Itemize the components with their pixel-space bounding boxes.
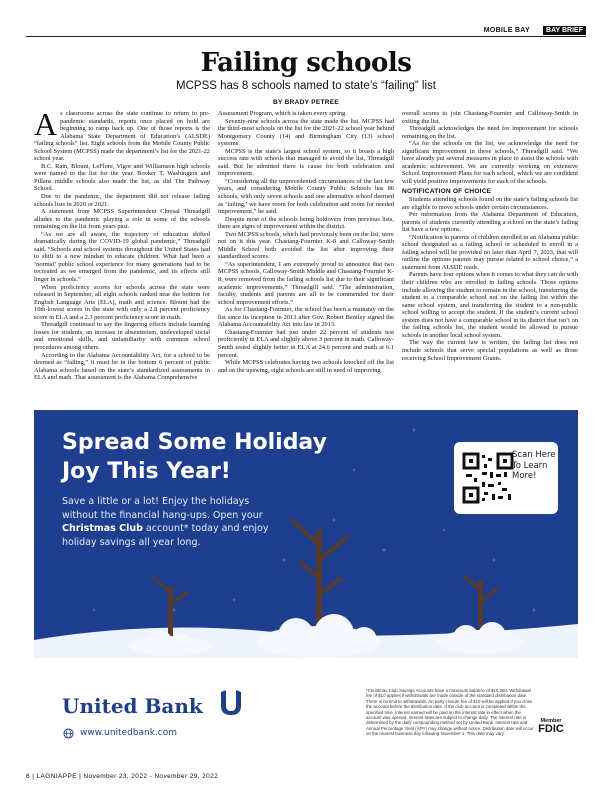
paragraph: “As for the schools on the list, we acknowledge the need for significant improvement in these schools,” Threadgill said. “We have already put several measures in place to assist the schools with academic achievement. We are currently working on extensive School Improvement Plans for each school, which we are confident will yield positive improvements for each of the schools. bbox=[402, 140, 578, 185]
ad-body-text: Save a little or a lot! Enjoy the holidays without the financial hang-ups. Open your bbox=[62, 496, 263, 521]
paragraph: Two MCPSS schools, which had previously been on the list, were not on it this year. Chastang-Fournier K-8 and Calloway-Smith Middle School both avoided the list after improving their standardized scores. bbox=[218, 230, 394, 261]
ad-disclaimer: *Christmas Club Savings Accounts have a maximum balance of $10,000. Withdrawal fee of $10 applies if withdrawals are made outside of the standard distribution date. There is no limit to withdrawals. An early closure fee of $10 will be applied if you close the account before the distribution date. If the club account is completed within the specified time, interest earned will be paid on the interest rate in effect when the account was opened. Interest rates are subject to change daily. The interest rate is determined by the daily compounding method set by United Bank. Interest rate and Annual Percentage Yield (APY) may change without notice. Distribution date will occur on the nearest business day following November 1. This date may vary. bbox=[366, 688, 534, 737]
snowy-tree-center bbox=[257, 520, 381, 658]
qr-code-icon[interactable] bbox=[462, 452, 514, 504]
paragraph: According to the Alabama Accountability Act, for a school to be deemed as “failing,” it must be in the bottom 6 percent of public Alabama schools based on the state’s standardized assessments in ELA and math. That assessment is the Alabama Comprehensive bbox=[34, 351, 210, 382]
paragraph: The way the current law is written, the failing list does not include schools that serve special populations as well as those receiving School Improvement Grants. bbox=[402, 339, 578, 362]
bank-website-link[interactable]: www.unitedbank.com bbox=[80, 728, 178, 738]
header-rule bbox=[26, 36, 586, 37]
paragraph: Students attending schools found on the state’s failing schools list are eligible to move schools under certain circumstances. bbox=[402, 196, 578, 211]
article-column-2 bbox=[218, 110, 394, 374]
page-footer: 6 | LAGNIAPPE | November 23, 2022 - November 29, 2022 bbox=[26, 773, 219, 780]
paragraph: Despite most of the schools being holdovers from previous lists, there are signs of improvement within the district. bbox=[218, 215, 394, 231]
paragraph: Due to the pandemic, the department did not release failing schools lists in 2020 or 2021. bbox=[34, 193, 210, 208]
fdic-label: FDIC bbox=[538, 723, 564, 735]
article-headline: Failing schools bbox=[200, 48, 412, 78]
paragraph: While MCPSS celebrates having two schools knocked off the list and on the upswing, eight schools are still in need of improving bbox=[218, 359, 394, 374]
article-column-1 bbox=[34, 106, 210, 382]
paragraph: Threadgill acknowledges the need for improvement for schools remaining on the list. bbox=[402, 125, 578, 140]
paragraph: Seventy-nine schools across the state made the list. MCPSS had the third-most schools on the list for the 2021-22 school year behind Montgomery County (14) and Birmingham City (13) school systems. bbox=[218, 117, 394, 148]
paragraph: Chastang-Fournier had just under 22 percent of students test proficiently in ELA and slightly above 3 percent in math. Calloway-Smith tested slightly better in ELA at 24.6 percent and math at 6.1 percent. bbox=[218, 328, 394, 359]
fdic-badge bbox=[534, 718, 568, 734]
ad-headline-line2: Joy This Year! bbox=[62, 459, 231, 484]
paragraph: When proficiency scores for schools across the state were released in September, all eight schools ranked near the bottom for English Language Arts (ELA), math and science. Blount had the 10th-lowest scores in the state with only a 2.8 percent proficiency score in ELA and a 2.3 percent proficiency score in math. bbox=[34, 283, 210, 321]
ad-body-copy bbox=[62, 495, 272, 549]
section-tag: BAY BRIEF bbox=[543, 26, 586, 35]
snowy-tree-right bbox=[436, 576, 524, 654]
drop-cap: A bbox=[34, 106, 58, 142]
paragraph: A statement from MCPSS Superintendent Chresal Threadgill alludes to the pandemic playing a role in some of the schools remaining on the list from years past. bbox=[34, 208, 210, 231]
paragraph: s classrooms across the state continue to return to pre-pandemic standards, reports once placed on hold are beginning to ramp back up. One of those reports is the Alabama State Department of Education’s (ALSDE) “failing schools” list. Eight schools from the Mobile County Public School System (MCPSS) made the department’s list for the 2021-22 school year. bbox=[34, 110, 210, 163]
paragraph: Per information from the Alabama Department of Education, parents of students currently attending a school on the state’s failing list have a few options. bbox=[402, 211, 578, 234]
united-bank-advertisement[interactable] bbox=[34, 410, 578, 768]
subsection-heading: NOTIFICATION OF CHOICE bbox=[402, 188, 492, 196]
bank-name: United Bank bbox=[62, 694, 203, 718]
paragraph: Threadgill continued to say the lingering effects include learning losses for students, an increase in absenteeism, undeveloped social and emotional skills, and unfamiliarity with common school procedures among others. bbox=[34, 321, 210, 351]
article-column-3 bbox=[402, 110, 578, 370]
fdic-member-label: Member bbox=[540, 718, 562, 724]
globe-icon bbox=[63, 728, 74, 739]
paragraph: Assessment Program, which is taken every spring. bbox=[218, 110, 347, 117]
paragraph: “As superintendent, I am extremely proud to announce that two MCPSS schools, Calloway-Smith Middle and Chastang-Fournier K-8, were removed from the failing schools list due to their significant academic improvements,” Threadgill said. “The administration, faculty, students and parents are all to be commended for their school improvement efforts.” bbox=[218, 260, 394, 306]
ad-footer-panel bbox=[34, 658, 578, 768]
article-byline: BY BRADY PETREE bbox=[272, 99, 340, 106]
paragraph: “As we are all aware, the trajectory of education shifted dramatically during the COVID-19 global pandemic,” Threadgill said. “Schools and school systems throughout the United States had to shift to a new mindset to educate children. What had been a ‘normal’ public school experience for many generations had to be recreated as we emerged from the pandemic, and its effects still linger in schools.” bbox=[34, 230, 210, 284]
ad-body-text: account* today and enjoy holiday savings all year long. bbox=[62, 523, 269, 548]
paragraph: “Notification to parents of children enrolled in an Alabama public school designated as a failing school or scheduled to enroll in a failing school will be provided no later than April 7, 2023, that will outline the options parents may pursue related to school choice,” a statement from ALSDE reads. bbox=[402, 233, 578, 271]
snowy-tree-left bbox=[128, 578, 212, 656]
section-label: MOBILE BAY bbox=[483, 27, 530, 34]
article-subhead: MCPSS has 8 schools named to state’s “failing” list bbox=[176, 80, 436, 92]
paragraph: Parents have four options when it comes to what they can do with their children who are enrolled in failing schools. Those options include allowing the student to remain in the school, transferring the student to a comparable school not on the failing list within the same school system, and transferring the student to a non-public school willing to accept the student. If the student’s current school system does not have a comparable school in its district that isn’t on the failing schools list, the student would be allowed to pursue schools in another local school system. bbox=[402, 271, 578, 339]
paragraph: MCPSS is the state’s largest school system, so it boasts a high success rate with schools that managed to avoid the list, Threadgill said. But he admitted there is cause for both celebration and improvement. bbox=[218, 147, 394, 178]
paragraph: As for Chastang-Fournier, the school has been a mainstay on the list since its inception in 2013 after Gov. Robert Bentley signed the Alabama Accountability Act into law in 2013. bbox=[218, 306, 394, 329]
paragraph: “Considering all the unprecedented circumstances of the last few years, and considering Mobile County Public Schools has 86 schools, with only seven schools and one alternative school deemed as ‘failing,’ we have room for both celebration and room for needed improvement,” he said. bbox=[218, 177, 394, 216]
united-bank-logo-icon bbox=[218, 688, 244, 716]
qr-caption: Scan Here To Learn More! bbox=[512, 450, 556, 481]
ad-headline-line1: Spread Some Holiday bbox=[62, 430, 327, 455]
paragraph: B.C. Rain, Blount, LeFlore, Vigor and Williamson high schools were named to the list for the year. Booker T. Washington and Pillans middle schools also made the list, as did The Pathway School. bbox=[34, 162, 210, 193]
paragraph: overall scores to join Chastang-Fournier and Calloway-Smith in exiting the list. bbox=[402, 110, 578, 125]
christmas-club-highlight: Christmas Club bbox=[62, 523, 143, 534]
